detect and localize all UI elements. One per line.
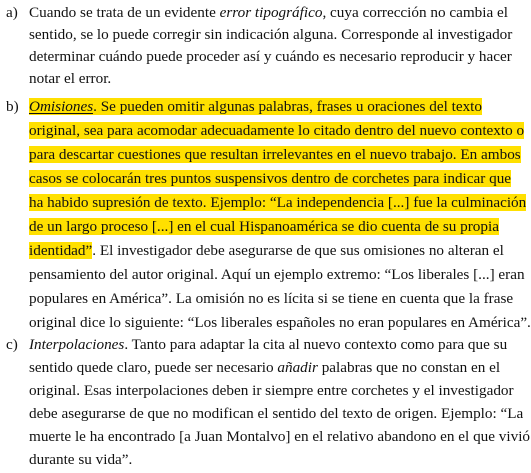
highlighted-text: de un largo proceso [...] en el cual Hispanoamérica se dio cuenta de su propia bbox=[29, 218, 499, 235]
text-line bbox=[29, 68, 111, 90]
text-line bbox=[29, 288, 514, 310]
text-run: Cuando se trata de un evidente bbox=[29, 4, 220, 21]
text-line bbox=[29, 312, 531, 334]
highlighted-text: original, sea para acomodar adecuadamente lo citado dentro del nuevo contexto o bbox=[29, 122, 525, 139]
text-run: populares en América”. La omisión no es lícita si se tiene en cuenta que la frase bbox=[29, 290, 514, 307]
highlighted-text: identidad” bbox=[29, 242, 93, 259]
text-line bbox=[29, 144, 521, 166]
text-run: Interpolaciones bbox=[29, 336, 125, 353]
list-marker: a) bbox=[6, 4, 18, 21]
text-line bbox=[29, 2, 508, 24]
text-run: notar el error. bbox=[29, 70, 112, 87]
text-run: . Tanto para adaptar la cita al nuevo contexto como para que su bbox=[124, 336, 508, 353]
text-run: original. Esas interpolaciones deben ir siempre entre corchetes y el investigador bbox=[29, 382, 514, 399]
text-line bbox=[29, 216, 499, 238]
list-marker: c) bbox=[6, 336, 18, 353]
text-run: original dice lo siguiente: “Los liberales españoles no eran populares en América”. bbox=[29, 314, 531, 331]
text-run: debe asegurarse de que no modifican el sentido del texto de origen. Ejemplo: “La bbox=[29, 405, 524, 422]
highlighted-text: Omisiones bbox=[29, 98, 94, 115]
highlighted-text: para descartar cuestiones que resultan irrelevantes en el nuevo trabajo. En ambos bbox=[29, 146, 521, 163]
text-run: error tipográfico bbox=[219, 4, 323, 21]
text-line bbox=[29, 334, 508, 356]
text-run: sentido quede claro, puede ser necesario bbox=[29, 359, 278, 376]
text-line bbox=[29, 46, 512, 68]
text-run: sentido, se lo puede corregir sin indicación alguna. Corresponde al investigador bbox=[29, 26, 513, 43]
text-run: palabras que no constan en el bbox=[317, 359, 501, 376]
text-line bbox=[29, 192, 527, 214]
text-line bbox=[29, 264, 525, 286]
text-line bbox=[29, 380, 514, 402]
text-run: muerte le ha encontrado [a Juan Montalvo] en el relativo abandono en el que vivió bbox=[29, 428, 531, 445]
text-run: , cuya corrección no cambia el bbox=[322, 4, 508, 21]
text-run: determinar cuándo puede proceder así y cuándo es necesario reproducir y hacer bbox=[29, 48, 512, 65]
highlighted-text: ha habido supresión de texto. Ejemplo: “La independencia [...] fue la culminación bbox=[29, 194, 527, 211]
text-run: . El investigador debe asegurarse de que sus omisiones no alteran el bbox=[92, 242, 504, 259]
text-line bbox=[29, 24, 513, 46]
text-line bbox=[29, 403, 524, 425]
text-line bbox=[29, 240, 504, 262]
text-line bbox=[29, 449, 132, 471]
highlighted-text: . Se pueden omitir algunas palabras, frases u oraciones del texto bbox=[93, 98, 482, 115]
text-line bbox=[29, 426, 531, 448]
text-run: pensamiento del autor original. Aquí un ejemplo extremo: “Los liberales [...] eran bbox=[29, 266, 525, 283]
text-run: durante su vida”. bbox=[29, 451, 133, 468]
text-line bbox=[29, 96, 482, 118]
text-run: añadir bbox=[277, 359, 318, 376]
text-line bbox=[29, 120, 525, 142]
highlighted-text: casos se colocarán tres puntos suspensivos dentro de corchetes para indicar que bbox=[29, 170, 512, 187]
text-line bbox=[29, 168, 512, 190]
list-marker: b) bbox=[6, 98, 19, 115]
text-line bbox=[29, 357, 501, 379]
